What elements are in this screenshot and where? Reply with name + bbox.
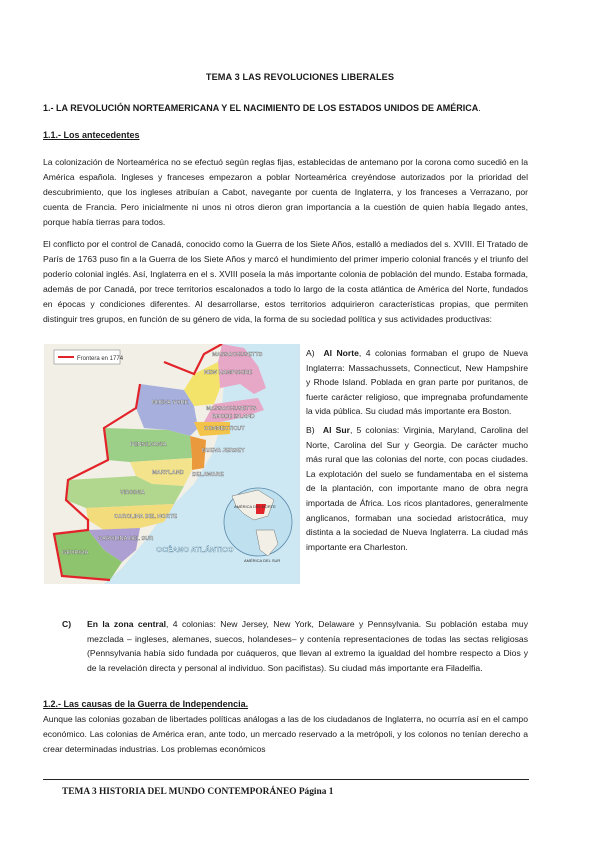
map-legend-label: Frontera en 1774 [77, 356, 124, 362]
section-1-number: 1.- [43, 103, 54, 113]
section-1-2-heading: 1.2.- Las causas de la Guerra de Independencia. [43, 699, 249, 709]
group-c-name: En la zona central [87, 619, 167, 629]
paragraph-antecedentes-1: La colonización de Norteamérica no se efectuó según reglas fijas, establecidas de antemano por la corona como sucedió en la América española. Ingleses y franceses empezaron a poblar Norteamérica creyéndose autorizados por la prioridad del descubrimiento, que los ingleses atribuían a Cabot, navegante por cuenta de Inglaterra, y los franceses a Verrazano, por cuenta de Francia. Pero inicialmente ni unos ni otros dieron gran importancia a la cuestión de quien había llegado antes, porque había tierras para todos. [43, 157, 528, 227]
page-footer: TEMA 3 HISTORIA DEL MUNDO CONTEMPORÁNEO Página 1 [62, 787, 334, 797]
paragraph-causas: Aunque las colonias gozaban de libertades políticas análogas a las de los ciudadanos de Inglaterra, no ocurría así en el campo económico. Las colonias de América eran, ante todo, un mercado reservado a la metrópoli, y los colonos no tenían derecho a crear determinadas industrias. Los problemas económicos [43, 714, 528, 754]
map-label-pensilvania: PENSILVANIA [130, 442, 167, 448]
map-inset-label-north: AMÉRICA DEL NORTE [234, 504, 276, 509]
group-b-south [306, 423, 528, 554]
section-1-1-heading: 1.1.- Los antecedentes [43, 130, 140, 140]
footer-divider [43, 779, 529, 780]
map-label-new-hampshire: NEW HAMPSHIRE [204, 370, 253, 376]
map-label-carolina-norte: CAROLINA DEL NORTE [114, 514, 178, 520]
map-label-rhode-island: RHODE ISLAND [212, 414, 255, 420]
group-a-name: Al Norte [323, 348, 359, 358]
map-inset-label-south: AMÉRICA DEL SUR [244, 558, 281, 563]
thirteen-colonies-map [44, 344, 300, 584]
group-a-mark: A) [306, 348, 315, 358]
map-label-new-jersey: NUEVA JERSEY [202, 448, 245, 454]
map-label-massachussets-2: MASSACHUSETTS [206, 406, 257, 412]
group-b-mark: B) [306, 425, 315, 435]
section-1-title: LA REVOLUCIÓN NORTEAMERICANA Y EL NACIMIENTO DE LOS ESTADOS UNIDOS DE AMÉRICA [56, 103, 479, 113]
group-b-text: , 5 colonias: Virginia, Maryland, Carolina del Norte, Carolina del Sur y Georgia. De carácter mucho más rural que las colonias del norte, con pocas ciudades. La explotación del suelo se fundamentaba en el sistema de la plantación, con importante mano de obra negra importada de África. Los ricos plantadores, generalmente anglicanos, formaban una sociedad aristocrática, muy distinta a la sociedad de Nueva Inglaterra. La ciudad más importante era Charleston. [306, 425, 528, 552]
map-label-massachussets: MASSACHUSETTS [212, 352, 263, 358]
map-label-georgia: GEORGIA [62, 550, 89, 556]
map-label-virginia: VIRGINIA [120, 490, 145, 496]
section-1-heading [43, 103, 481, 113]
section-1-trail: . [478, 103, 481, 113]
group-c-text: , 4 colonias: New Jersey, New York, Delaware y Pennsylvania. Su población estaba muy mezclada – ingleses, alemanes, suecos, holandeses– y contenía representaciones de todas las sectas religiosas (Pennsylvania había sido fundada por cuáqueros, que llevan al extremo la igualdad del hombre respecto a Dios y de la revelación directa y personal al individuo. Son pacifistas). Su ciudad más importante era Filadelfia. [87, 619, 528, 673]
map-label-maryland: MARYLAND [152, 470, 184, 476]
map-label-new-york: NUEVA YORK [152, 400, 189, 406]
map-label-oceano: OCÉANO ATLÁNTICO [156, 545, 234, 554]
group-a-north [306, 346, 528, 419]
group-a-text: , 4 colonias formaban el grupo de Nueva Inglaterra: Massachussets, Connecticut, New Hampshire y Rhode Island. Poblada en gran parte por puritanos, de fuerte carácter religioso, que impregnaba profundamente la vida pública. Su ciudad más importante era Boston. [306, 348, 528, 417]
map-label-carolina-sur: CAROLINA DEL SUR [98, 536, 154, 542]
map-label-connecticut: CONNECTICUT [204, 426, 245, 432]
group-c-mark: C) [62, 619, 72, 629]
map-label-delaware: DELAWARE [192, 472, 224, 478]
paragraph-antecedentes-2: El conflicto por el control de Canadá, conocido como la Guerra de los Siete Años, estalló a mediados del s. XVIII. El Tratado de París de 1763 puso fin a la Guerra de los Siete Años y marcó el hundimiento del primer imperio colonial francés y el triunfo del poderío colonial inglés. Así, Inglaterra en el s. XVIII poseía la más importante colonia de población del mundo. Estaba formada, además de por Canadá, por trece territorios escalonados a todo lo largo de la costa atlántica de América del Norte, fundados en épocas y condiciones diferentes. Al desarrollarse, estos territorios adquirieron características propias, que permiten distinguir tres grupos, en función de su género de vida, la forma de su sociedad política y sus actividades productivas: [43, 239, 528, 324]
document-title: TEMA 3 LAS REVOLUCIONES LIBERALES [205, 72, 395, 82]
group-c-central [62, 617, 528, 675]
group-b-name: Al Sur [322, 425, 350, 435]
